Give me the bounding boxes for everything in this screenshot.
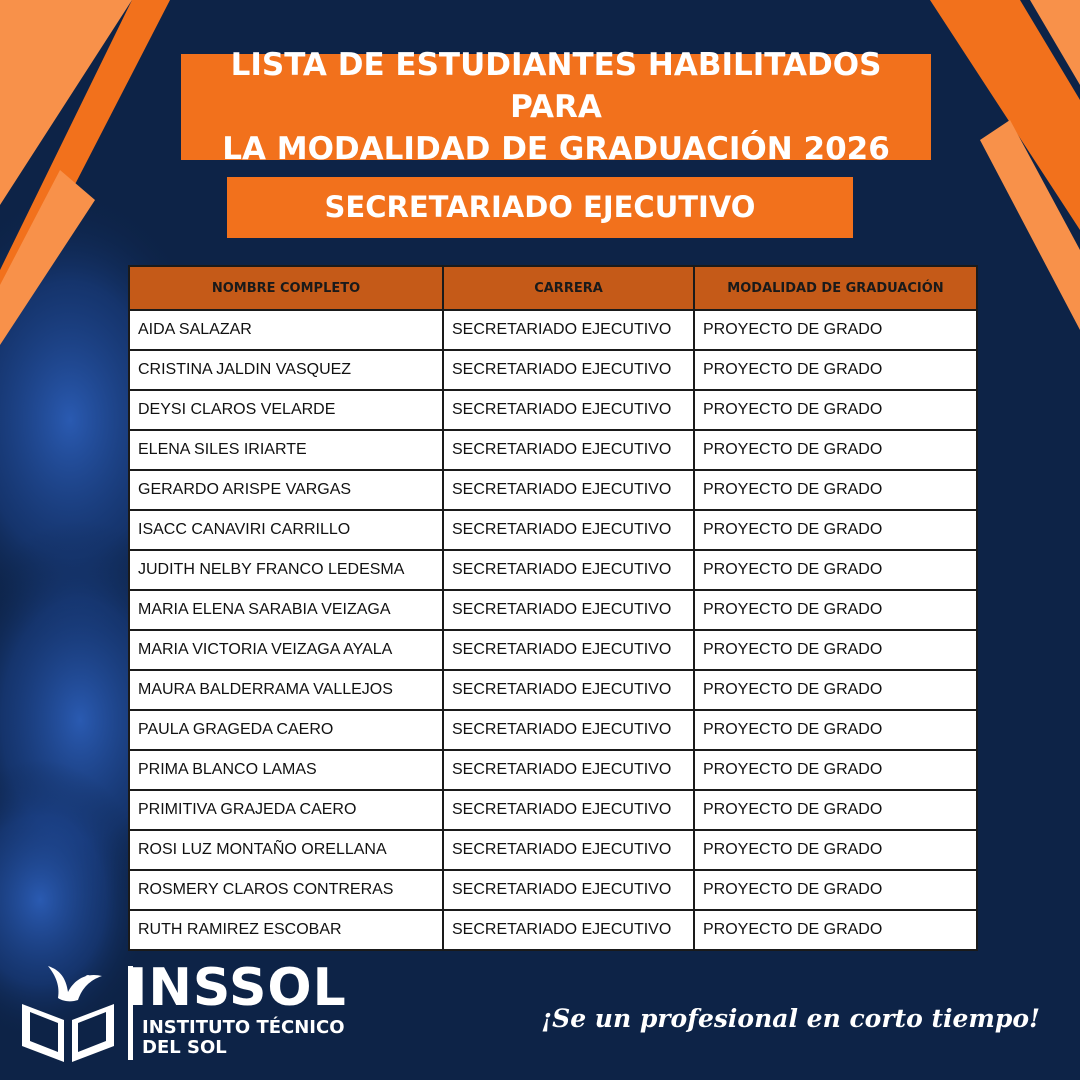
cell-career: SECRETARIADO EJECUTIVO bbox=[443, 910, 694, 950]
cell-career: SECRETARIADO EJECUTIVO bbox=[443, 670, 694, 710]
cell-career: SECRETARIADO EJECUTIVO bbox=[443, 390, 694, 430]
table-row bbox=[129, 470, 977, 510]
cell-career: SECRETARIADO EJECUTIVO bbox=[443, 510, 694, 550]
cell-modality: PROYECTO DE GRADO bbox=[694, 510, 977, 550]
table-row bbox=[129, 510, 977, 550]
cell-modality: PROYECTO DE GRADO bbox=[694, 470, 977, 510]
logo-subtitle bbox=[142, 1018, 372, 1058]
cell-career: SECRETARIADO EJECUTIVO bbox=[443, 550, 694, 590]
cell-career: SECRETARIADO EJECUTIVO bbox=[443, 350, 694, 390]
cell-name: AIDA SALAZAR bbox=[129, 310, 443, 350]
cell-name: RUTH RAMIREZ ESCOBAR bbox=[129, 910, 443, 950]
cell-modality: PROYECTO DE GRADO bbox=[694, 550, 977, 590]
cell-modality: PROYECTO DE GRADO bbox=[694, 710, 977, 750]
column-header-career: CARRERA bbox=[443, 266, 694, 310]
logo-name: INSSOL bbox=[128, 958, 347, 1018]
cell-career: SECRETARIADO EJECUTIVO bbox=[443, 430, 694, 470]
logo-subtitle-line-1: INSTITUTO TÉCNICO bbox=[142, 1017, 345, 1038]
table-row bbox=[129, 350, 977, 390]
table-row bbox=[129, 790, 977, 830]
cell-career: SECRETARIADO EJECUTIVO bbox=[443, 470, 694, 510]
table-row bbox=[129, 430, 977, 470]
title-line-1: LISTA DE ESTUDIANTES HABILITADOS PARA bbox=[230, 47, 882, 125]
table-row bbox=[129, 830, 977, 870]
table-row bbox=[129, 910, 977, 950]
cell-modality: PROYECTO DE GRADO bbox=[694, 390, 977, 430]
table-row bbox=[129, 590, 977, 630]
cell-modality: PROYECTO DE GRADO bbox=[694, 430, 977, 470]
cell-modality: PROYECTO DE GRADO bbox=[694, 790, 977, 830]
students-table bbox=[128, 265, 978, 951]
cell-modality: PROYECTO DE GRADO bbox=[694, 830, 977, 870]
table-row bbox=[129, 710, 977, 750]
table-row bbox=[129, 390, 977, 430]
cell-name: ROSI LUZ MONTAÑO ORELLANA bbox=[129, 830, 443, 870]
cell-career: SECRETARIADO EJECUTIVO bbox=[443, 830, 694, 870]
cell-career: SECRETARIADO EJECUTIVO bbox=[443, 870, 694, 910]
table-row bbox=[129, 310, 977, 350]
cell-modality: PROYECTO DE GRADO bbox=[694, 670, 977, 710]
page-title bbox=[181, 47, 931, 167]
cell-name: DEYSI CLAROS VELARDE bbox=[129, 390, 443, 430]
table-row bbox=[129, 550, 977, 590]
cell-name: MARIA ELENA SARABIA VEIZAGA bbox=[129, 590, 443, 630]
cell-name: PRIMA BLANCO LAMAS bbox=[129, 750, 443, 790]
cell-name: ISACC CANAVIRI CARRILLO bbox=[129, 510, 443, 550]
cell-career: SECRETARIADO EJECUTIVO bbox=[443, 630, 694, 670]
cell-career: SECRETARIADO EJECUTIVO bbox=[443, 590, 694, 630]
cell-career: SECRETARIADO EJECUTIVO bbox=[443, 790, 694, 830]
table-header-row bbox=[129, 266, 977, 310]
cell-modality: PROYECTO DE GRADO bbox=[694, 350, 977, 390]
book-dove-icon bbox=[18, 956, 118, 1064]
table-row bbox=[129, 630, 977, 670]
column-header-name: NOMBRE COMPLETO bbox=[129, 266, 443, 310]
cell-career: SECRETARIADO EJECUTIVO bbox=[443, 710, 694, 750]
cell-name: JUDITH NELBY FRANCO LEDESMA bbox=[129, 550, 443, 590]
table-row bbox=[129, 750, 977, 790]
cell-modality: PROYECTO DE GRADO bbox=[694, 750, 977, 790]
title-line-2: LA MODALIDAD DE GRADUACIÓN 2026 bbox=[222, 131, 890, 167]
column-header-modality: MODALIDAD DE GRADUACIÓN bbox=[694, 266, 977, 310]
cell-modality: PROYECTO DE GRADO bbox=[694, 870, 977, 910]
cell-name: CRISTINA JALDIN VASQUEZ bbox=[129, 350, 443, 390]
cell-name: PRIMITIVA GRAJEDA CAERO bbox=[129, 790, 443, 830]
logo-subtitle-line-2: DEL SOL bbox=[142, 1037, 227, 1058]
cell-career: SECRETARIADO EJECUTIVO bbox=[443, 310, 694, 350]
cell-name: MAURA BALDERRAMA VALLEJOS bbox=[129, 670, 443, 710]
cell-name: PAULA GRAGEDA CAERO bbox=[129, 710, 443, 750]
cell-name: MARIA VICTORIA VEIZAGA AYALA bbox=[129, 630, 443, 670]
cell-name: ELENA SILES IRIARTE bbox=[129, 430, 443, 470]
cell-career: SECRETARIADO EJECUTIVO bbox=[443, 750, 694, 790]
table-row bbox=[129, 670, 977, 710]
slogan: ¡Se un profesional en corto tiempo! bbox=[541, 1004, 1040, 1033]
cell-modality: PROYECTO DE GRADO bbox=[694, 590, 977, 630]
cell-modality: PROYECTO DE GRADO bbox=[694, 630, 977, 670]
cell-name: ROSMERY CLAROS CONTRERAS bbox=[129, 870, 443, 910]
table-row bbox=[129, 870, 977, 910]
cell-name: GERARDO ARISPE VARGAS bbox=[129, 470, 443, 510]
cell-modality: PROYECTO DE GRADO bbox=[694, 310, 977, 350]
career-subtitle: SECRETARIADO EJECUTIVO bbox=[227, 177, 853, 238]
inssol-logo bbox=[18, 956, 358, 1066]
cell-modality: PROYECTO DE GRADO bbox=[694, 910, 977, 950]
